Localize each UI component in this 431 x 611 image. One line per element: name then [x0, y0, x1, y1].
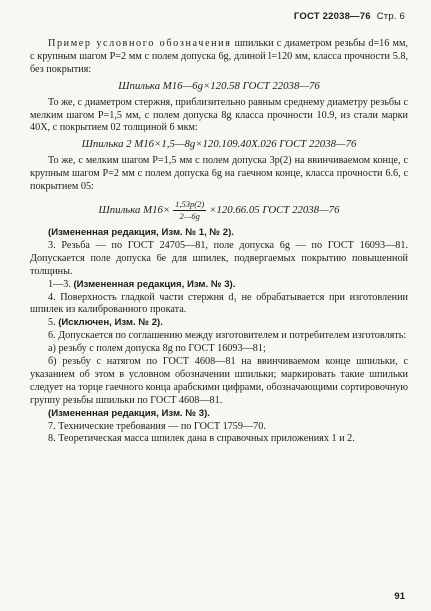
- designation-3-right: ×120.66.05 ГОСТ 22038—76: [209, 204, 340, 217]
- example-paragraph: [30, 38, 408, 77]
- example-lead: Пример условного обозначения: [48, 38, 232, 49]
- clause-1-3-note: [30, 279, 408, 292]
- fraction-numerator: 1,53p(2): [175, 198, 205, 209]
- paragraph-fine-pitch: То же, с диаметром стержня, приблизительно равным среднему диаметру резьбы с мелким шагом P=1,5 мм, с полем допуска 8g класса прочности 10.9, из стали марки 40Х, с покрытием 02 толщиной 6 мкм:: [30, 96, 408, 134]
- example-text: шпильки с диаметром резьбы d=16 мм, с крупным шагом P=2 мм с полем допуска 6g, длиной l=120 мм, класса прочности 5.8, без покрытия:: [30, 38, 408, 75]
- clause-7: 7. Технические требования — по ГОСТ 1759—70.: [48, 420, 266, 432]
- edition-note-3b: (Измененная редакция, Изм. № 3).: [48, 407, 210, 419]
- clause-5-number: 5.: [48, 317, 59, 329]
- paragraph-mixed-pitch: То же, с мелким шагом P=1,5 мм с полем допуска 3p(2) на ввинчиваемом конце, с крупным шагом P=2 мм с полем допуска 6g на гаечном конце, класса прочности 6.6, с покрытием 05:: [30, 155, 408, 193]
- page-number: 91: [394, 591, 405, 602]
- clause-8: 8. Теоретическая масса шпилек дана в справочных приложениях 1 и 2.: [48, 433, 355, 445]
- designation-3-left: Шпилька М16×: [98, 204, 171, 217]
- clause-6b: б) резьбу с натягом по ГОСТ 4608—81 на ввинчиваемом конце шпильки, с указанием об этом в условном обозначении шпильки; маркировать такие шпильки следует на торце гаечного конца арабскими цифрами, обозначающими сортировочную группу резьбы шпильки по ГОСТ 4608—81.: [30, 356, 408, 406]
- document-body: [30, 38, 408, 446]
- gost-number: ГОСТ 22038—76: [293, 11, 371, 22]
- edition-note-3a: (Измененная редакция, Изм. № 3).: [73, 278, 236, 290]
- clause-1-3-number: 1—3.: [48, 278, 74, 290]
- fraction-denominator: 2—6g: [179, 210, 200, 221]
- excluded-note: (Исключен, Изм. № 2).: [58, 317, 163, 329]
- clause-4: 4. Поверхность гладкой части стержня d₁ не обрабатывается при изготовлении шпилек из калиброванного проката.: [30, 291, 408, 316]
- edition-note-1: (Измененная редакция, Изм. № 1, № 2).: [48, 226, 234, 238]
- designation-1: Шпилька М16—6g×120.58 ГОСТ 22038—76: [118, 79, 320, 92]
- designation-3: [30, 200, 408, 221]
- clause-6: 6. Допускается по соглашению между изготовителем и потребителем изготовлять:: [48, 330, 407, 342]
- designation-3-fraction: [173, 200, 206, 221]
- designation-2: Шпилька 2 М16×1,5—8g×120.109.40Х.026 ГОСТ 22038—76: [81, 138, 357, 151]
- clause-6a: а) резьбу с полем допуска 8g по ГОСТ 16093—81;: [48, 343, 266, 355]
- clause-5: [30, 317, 408, 330]
- page-header: [294, 11, 405, 22]
- page-label: Стр. 6: [376, 11, 405, 22]
- clause-3: 3. Резьба — по ГОСТ 24705—81, поле допуска 6g — по ГОСТ 16093—81. Допускается поле допуска 6e для шпилек, подвергаемых покрытию повышенной толщины.: [30, 239, 408, 277]
